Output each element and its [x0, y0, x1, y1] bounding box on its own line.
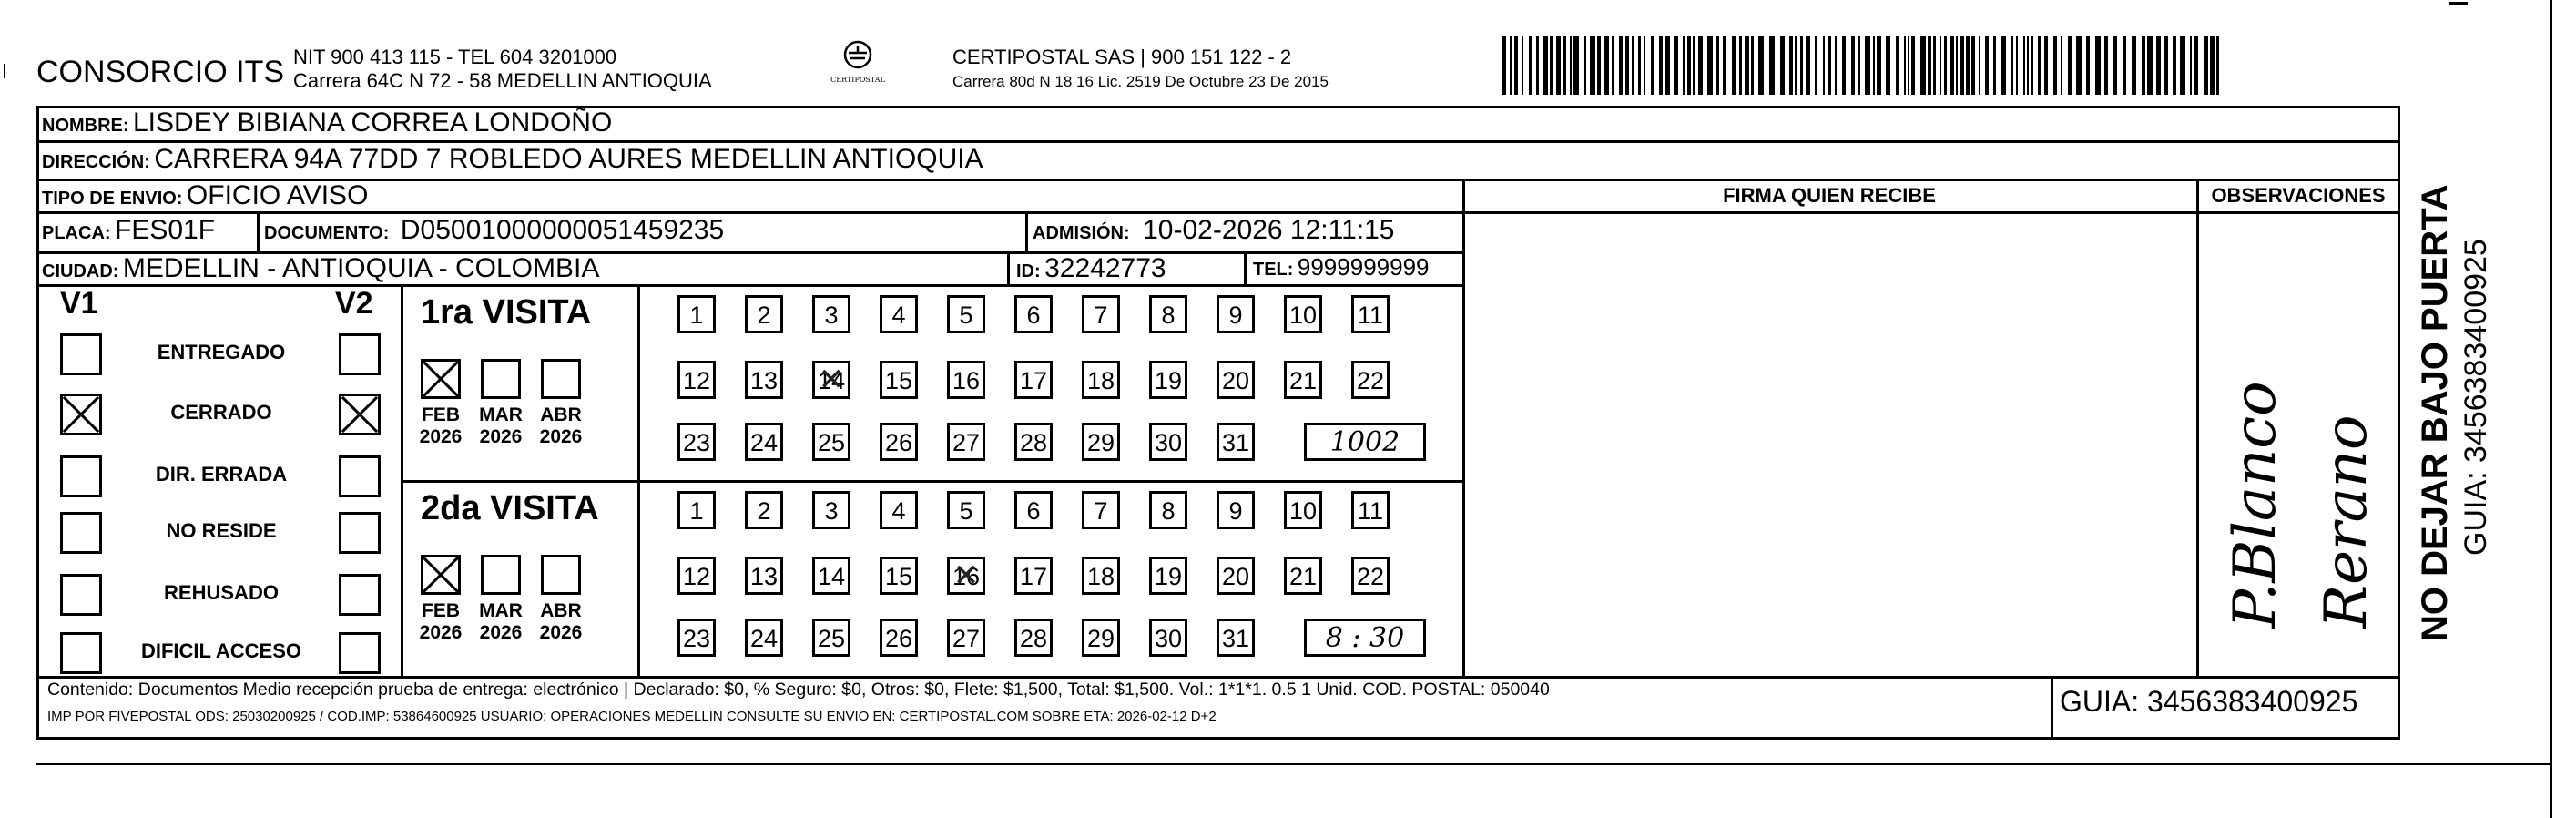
visit-title: 1ra VISITA: [421, 293, 592, 332]
status-v2-checkbox[interactable]: [339, 574, 381, 616]
barcode-bar: [1904, 36, 1906, 95]
barcode-bar: [1687, 36, 1691, 95]
barcode-bar: [1732, 36, 1736, 95]
status-v1-checkbox[interactable]: [60, 574, 102, 616]
day-box[interactable]: 7: [1082, 491, 1120, 529]
day-box[interactable]: 15: [880, 361, 918, 399]
day-box[interactable]: 13: [745, 557, 783, 595]
barcode-bar: [1529, 36, 1532, 95]
v1-header: V1: [60, 286, 98, 321]
barcode-bar: [1665, 36, 1670, 95]
admission-value: 10-02-2026 12:11:15: [1143, 215, 1395, 245]
status-v2-checkbox[interactable]: [339, 394, 381, 435]
tel-value: 9999999999: [1297, 253, 1430, 281]
barcode-bar: [1769, 36, 1775, 95]
barcode-bar: [1644, 36, 1645, 95]
barcode-bar: [2113, 36, 2117, 95]
cut-mark: [4, 64, 5, 78]
barcode-bar: [1940, 36, 1941, 95]
side-guide-number: GUIA: 3456383400925: [2459, 239, 2493, 556]
certipostal-emblem-icon: [840, 40, 876, 71]
barcode-bar: [2001, 36, 2006, 95]
month-year: 2026: [479, 426, 523, 447]
barcode-bar: [1842, 36, 1846, 95]
barcode-bar: [1590, 36, 1595, 95]
barcode-bar: [2053, 36, 2057, 95]
barcode-bar: [1723, 36, 1726, 95]
barcode-bar: [2204, 36, 2208, 95]
month-name: ABR: [540, 404, 582, 425]
day-box[interactable]: 6: [1014, 295, 1053, 333]
barcode-bar: [1865, 36, 1870, 95]
status-label: DIR. ERRADA: [155, 463, 288, 486]
barcode-bar: [2173, 36, 2176, 95]
month-year: 2026: [419, 426, 463, 447]
barcode-bar: [1979, 36, 1980, 95]
row-divider: [36, 284, 1462, 287]
day-box[interactable]: 29: [1082, 423, 1120, 461]
id-border: [1007, 251, 1010, 284]
month-checkbox[interactable]: [421, 359, 461, 399]
day-box[interactable]: 26: [880, 619, 918, 657]
barcode: [1502, 36, 2227, 95]
month-label: [475, 600, 526, 644]
barcode-bar: [2061, 36, 2062, 95]
status-label: DIFICIL ACCESO: [140, 639, 301, 662]
day-box[interactable]: 11: [1351, 295, 1390, 333]
barcode-bar: [1698, 36, 1703, 95]
barcode-bar: [1835, 36, 1837, 95]
day-box[interactable]: 4: [880, 491, 918, 529]
id-field: [1016, 253, 1166, 284]
barcode-bar: [2027, 36, 2029, 95]
month-checkbox[interactable]: [481, 555, 521, 595]
barcode-bar: [1556, 36, 1561, 95]
barcode-bar: [1693, 36, 1695, 95]
barcode-bar: [1828, 36, 1831, 95]
barcode-bar: [1550, 36, 1553, 95]
id-value: 32242773: [1044, 253, 1166, 283]
admission-field: [1033, 215, 1394, 246]
barcode-bar: [2095, 36, 2101, 95]
day-box[interactable]: 5: [947, 295, 985, 333]
day-box[interactable]: 7: [1082, 295, 1120, 333]
barcode-bar: [1985, 36, 1989, 95]
day-box[interactable]: 16: [947, 361, 985, 399]
id-label: ID:: [1016, 261, 1041, 281]
month-name: ABR: [540, 600, 582, 621]
day-box[interactable]: 23: [677, 619, 716, 657]
day-box[interactable]: 30: [1149, 619, 1187, 657]
barcode-bar: [2068, 36, 2072, 95]
barcode-bar: [1896, 36, 1899, 95]
month-label: [415, 404, 466, 448]
barcode-bar: [1674, 36, 1678, 95]
row-divider: [36, 211, 2400, 214]
barcode-bar: [1933, 36, 1936, 95]
status-label: NO RESIDE: [166, 519, 277, 542]
day-box[interactable]: 16 ✕: [947, 557, 985, 595]
barcode-bar: [1638, 36, 1641, 95]
footer-guide-number: GUIA: 3456383400925: [2060, 685, 2358, 718]
barcode-bar: [2076, 36, 2082, 95]
city-field: [42, 253, 599, 284]
footer-guide-border: [2051, 676, 2053, 740]
day-box[interactable]: 2: [745, 295, 783, 333]
day-box[interactable]: 10: [1284, 491, 1322, 529]
day-box[interactable]: 18: [1082, 361, 1120, 399]
status-v1-checkbox[interactable]: [60, 394, 102, 435]
day-box[interactable]: 3: [812, 295, 850, 333]
signature-header: FIRMA QUIEN RECIBE: [1723, 184, 1936, 207]
barcode-bar: [2044, 36, 2048, 95]
admission-border: [1025, 211, 1028, 251]
barcode-bar: [1745, 36, 1749, 95]
day-box[interactable]: 25: [812, 423, 850, 461]
status-v2-checkbox[interactable]: [339, 632, 381, 674]
tel-field: [1253, 253, 1430, 281]
tel-label: TEL:: [1253, 260, 1294, 280]
recipient-name: LISDEY BIBIANA CORREA LONDOÑO: [133, 107, 613, 138]
tel-border: [1244, 251, 1247, 284]
status-label: CERRADO: [170, 401, 272, 424]
barcode-bar: [1683, 36, 1685, 95]
status-v1-checkbox[interactable]: [60, 632, 102, 674]
day-box[interactable]: 13: [745, 361, 783, 399]
barcode-bar: [1514, 36, 1518, 95]
day-box[interactable]: 9: [1217, 491, 1255, 529]
certipostal-nit-line: CERTIPOSTAL SAS | 900 151 122 - 2: [952, 46, 1292, 68]
month-year: 2026: [479, 622, 523, 643]
status-column-border: [401, 284, 403, 676]
day-box[interactable]: 31: [1217, 619, 1255, 657]
barcode-bar: [2180, 36, 2185, 95]
barcode-bar: [1944, 36, 1947, 95]
barcode-bar: [1858, 36, 1860, 95]
barcode-bar: [1877, 36, 1881, 95]
status-v2-checkbox[interactable]: [339, 455, 381, 497]
shipment-type: OFICIO AVISO: [186, 180, 369, 210]
barcode-bar: [2190, 36, 2192, 95]
name-label: NOMBRE:: [42, 116, 129, 136]
barcode-bar: [1966, 36, 1970, 95]
month-label: [475, 404, 526, 448]
barcode-bar: [1536, 36, 1539, 95]
company-nit-line: NIT 900 413 115 - TEL 604 3201000: [293, 46, 617, 68]
barcode-bar: [1920, 36, 1926, 95]
day-box[interactable]: 1: [677, 295, 716, 333]
day-box[interactable]: 14: [812, 557, 850, 595]
barcode-bar: [2142, 36, 2145, 95]
day-box[interactable]: 28: [1014, 423, 1053, 461]
month-label: [415, 600, 466, 644]
barcode-bar: [1751, 36, 1754, 95]
status-v1-checkbox[interactable]: [60, 455, 102, 497]
visit-title: 2da VISITA: [421, 489, 599, 527]
barcode-bar: [2156, 36, 2161, 95]
barcode-bar: [2031, 36, 2033, 95]
day-box[interactable]: 14 ✕: [812, 361, 850, 399]
barcode-bar: [1780, 36, 1785, 95]
observations-header: OBSERVACIONES: [2211, 184, 2386, 207]
barcode-bar: [1570, 36, 1572, 95]
admission-label: ADMISIÓN:: [1033, 223, 1130, 243]
day-box[interactable]: 15: [880, 557, 918, 595]
month-year: 2026: [539, 622, 583, 643]
bottom-rule: [36, 763, 2550, 765]
barcode-bar: [2086, 36, 2090, 95]
day-box[interactable]: 24: [745, 423, 783, 461]
day-box[interactable]: 22: [1351, 361, 1390, 399]
month-name: FEB: [422, 600, 460, 621]
day-box[interactable]: 30: [1149, 423, 1187, 461]
city-label: CIUDAD:: [42, 261, 119, 281]
visit-divider: [401, 480, 1462, 483]
barcode-bar: [2023, 36, 2025, 95]
footer-divider: [36, 676, 2400, 679]
day-box[interactable]: 17: [1014, 557, 1053, 595]
barcode-bar: [1563, 36, 1566, 95]
certipostal-license-line: Carrera 80d N 18 16 Lic. 2519 De Octubre 23 De 2015: [952, 73, 1329, 90]
barcode-bar: [1619, 36, 1623, 95]
month-label: [535, 404, 586, 448]
status-label: REHUSADO: [164, 581, 279, 604]
day-box[interactable]: 21: [1284, 557, 1322, 595]
barcode-bar: [1758, 36, 1764, 95]
barcode-bar: [1950, 36, 1954, 95]
barcode-bar: [2210, 36, 2215, 95]
day-box[interactable]: 18: [1082, 557, 1120, 595]
month-checkbox[interactable]: [541, 359, 581, 399]
day-box[interactable]: 27: [947, 423, 985, 461]
certipostal-logo: [830, 40, 885, 84]
document-field: [264, 215, 724, 246]
month-label: [535, 600, 586, 644]
month-year: 2026: [419, 622, 463, 643]
shipment-type-field: [42, 180, 368, 211]
month-name: MAR: [479, 600, 523, 621]
barcode-bar: [1739, 36, 1742, 95]
barcode-bar: [1886, 36, 1890, 95]
day-box[interactable]: 9: [1217, 295, 1255, 333]
month-name: MAR: [479, 404, 523, 425]
day-box[interactable]: 31: [1217, 423, 1255, 461]
day-box[interactable]: 19: [1149, 361, 1187, 399]
barcode-bar: [1522, 36, 1523, 95]
status-label: ENTREGADO: [157, 341, 286, 363]
plate-border: [257, 211, 260, 251]
barcode-bar: [1659, 36, 1663, 95]
barcode-bar: [1632, 36, 1634, 95]
barcode-bar: [2147, 36, 2153, 95]
barcode-bar: [1502, 36, 1506, 95]
month-year: 2026: [539, 426, 583, 447]
day-box[interactable]: 21: [1284, 361, 1322, 399]
barcode-bar: [1612, 36, 1614, 95]
status-v2-checkbox[interactable]: [339, 333, 381, 375]
company-name: CONSORCIO ITS: [36, 55, 285, 89]
barcode-bar: [2164, 36, 2168, 95]
day-box[interactable]: 6: [1014, 491, 1053, 529]
barcode-bar: [1806, 36, 1810, 95]
day-box[interactable]: 20: [1217, 557, 1255, 595]
day-box[interactable]: 8: [1149, 491, 1187, 529]
barcode-bar: [1873, 36, 1875, 95]
barcode-bar: [2123, 36, 2126, 95]
barcode-bar: [2132, 36, 2136, 95]
plate-field: [42, 215, 215, 246]
status-v1-checkbox[interactable]: [60, 333, 102, 375]
barcode-bar: [1543, 36, 1548, 95]
barcode-bar: [1716, 36, 1719, 95]
address-field: [42, 144, 983, 175]
side-warning: NO DEJAR BAJO PUERTA: [2415, 184, 2455, 641]
day-box[interactable]: 23: [677, 423, 716, 461]
day-box[interactable]: 4: [880, 295, 918, 333]
status-v1-checkbox[interactable]: [60, 512, 102, 554]
month-checkbox[interactable]: [541, 555, 581, 595]
day-box[interactable]: 19: [1149, 557, 1187, 595]
signature-left-border: [1462, 179, 1465, 676]
shipment-type-label: TIPO DE ENVIO:: [42, 189, 183, 209]
barcode-bar: [1911, 36, 1915, 95]
barcode-bar: [2038, 36, 2041, 95]
barcode-bar: [1510, 36, 1512, 95]
document-value: D05001000000051459235: [400, 215, 725, 245]
day-box[interactable]: 1: [677, 491, 716, 529]
observation-handwriting-1: P.Blanco: [2222, 381, 2289, 629]
barcode-bar: [2016, 36, 2018, 95]
day-box[interactable]: 3: [812, 491, 850, 529]
barcode-bar: [1851, 36, 1855, 95]
visit-title-border: [637, 284, 640, 676]
barcode-bar: [1928, 36, 1931, 95]
barcode-bar: [2104, 36, 2108, 95]
footer-content-line: Contenido: Documentos Medio recepción prueba de entrega: electrónico | Declarado: $0, % Seguro: $0, Otros: $0, Flete: $1,500, Total: $1,500. Vol.: 1*1*1. 0.5 1 Unid. COD. POSTAL: 050040: [47, 680, 1550, 700]
day-box[interactable]: 24: [745, 619, 783, 657]
barcode-bar: [1956, 36, 1958, 95]
barcode-bar: [1789, 36, 1793, 95]
day-box[interactable]: 12: [677, 361, 716, 399]
footer-print-line: IMP POR FIVEPOSTAL ODS: 25030200925 / COD.IMP: 53864600925 USUARIO: OPERACIONES MEDELLIN CONSULTE SU ENVIO EN: CERTIPOSTAL.COM SOBRE ETA: 2026-02-12 D+2: [47, 709, 1217, 724]
barcode-bar: [1597, 36, 1601, 95]
city-value: MEDELLIN - ANTIOQUIA - COLOMBIA: [122, 253, 600, 283]
visit-time-box[interactable]: 8 : 30: [1304, 619, 1426, 657]
name-field: [42, 107, 612, 138]
observations-left-border: [2196, 179, 2199, 676]
day-box[interactable]: 29: [1082, 619, 1120, 657]
barcode-bar: [1815, 36, 1817, 95]
barcode-bar: [1573, 36, 1579, 95]
day-box[interactable]: 17: [1014, 361, 1053, 399]
barcode-bar: [1908, 36, 1909, 95]
day-box[interactable]: 25: [812, 619, 850, 657]
company-address-line: Carrera 64C N 72 - 58 MEDELLIN ANTIOQUIA: [293, 69, 712, 92]
visit-time-box[interactable]: 1002: [1304, 423, 1426, 461]
row-divider: [36, 140, 2400, 143]
day-box[interactable]: 2: [745, 491, 783, 529]
day-box[interactable]: 27: [947, 619, 985, 657]
barcode-bar: [1795, 36, 1797, 95]
status-v2-checkbox[interactable]: [339, 512, 381, 554]
barcode-bar: [1823, 36, 1825, 95]
barcode-bar: [1993, 36, 1996, 95]
day-box[interactable]: 20: [1217, 361, 1255, 399]
logo-text: CERTIPOSTAL: [830, 76, 885, 84]
observation-handwriting-2: Rerano: [2313, 414, 2380, 629]
barcode-bar: [2216, 36, 2219, 95]
barcode-bar: [1604, 36, 1609, 95]
day-box[interactable]: 28: [1014, 619, 1053, 657]
barcode-bar: [2011, 36, 2013, 95]
barcode-bar: [1651, 36, 1654, 95]
day-box[interactable]: 5: [947, 491, 985, 529]
day-box[interactable]: 22: [1351, 557, 1390, 595]
plate-label: PLACA:: [42, 223, 111, 243]
barcode-bar: [1625, 36, 1629, 95]
recipient-address: CARRERA 94A 77DD 7 ROBLEDO AURES MEDELLIN ANTIOQUIA: [154, 144, 983, 174]
day-box[interactable]: 12: [677, 557, 716, 595]
address-label: DIRECCIÓN:: [42, 152, 150, 172]
month-name: FEB: [422, 404, 460, 425]
right-border-line: [2550, 0, 2552, 818]
month-checkbox[interactable]: [421, 555, 461, 595]
day-box[interactable]: 26: [880, 423, 918, 461]
plate-value: FES01F: [115, 215, 216, 245]
corner-mark: [2449, 2, 2468, 5]
document-label: DOCUMENTO:: [264, 223, 390, 243]
day-box[interactable]: 10: [1284, 295, 1322, 333]
month-checkbox[interactable]: [481, 359, 521, 399]
v2-header: V2: [335, 286, 373, 321]
day-box[interactable]: 11: [1351, 491, 1390, 529]
barcode-bar: [2194, 36, 2198, 95]
barcode-bar: [1960, 36, 1964, 95]
day-box[interactable]: 8: [1149, 295, 1187, 333]
barcode-bar: [1707, 36, 1713, 95]
row-divider: [36, 179, 2400, 181]
barcode-bar: [1800, 36, 1803, 95]
barcode-bar: [1584, 36, 1586, 95]
barcode-bar: [1971, 36, 1975, 95]
